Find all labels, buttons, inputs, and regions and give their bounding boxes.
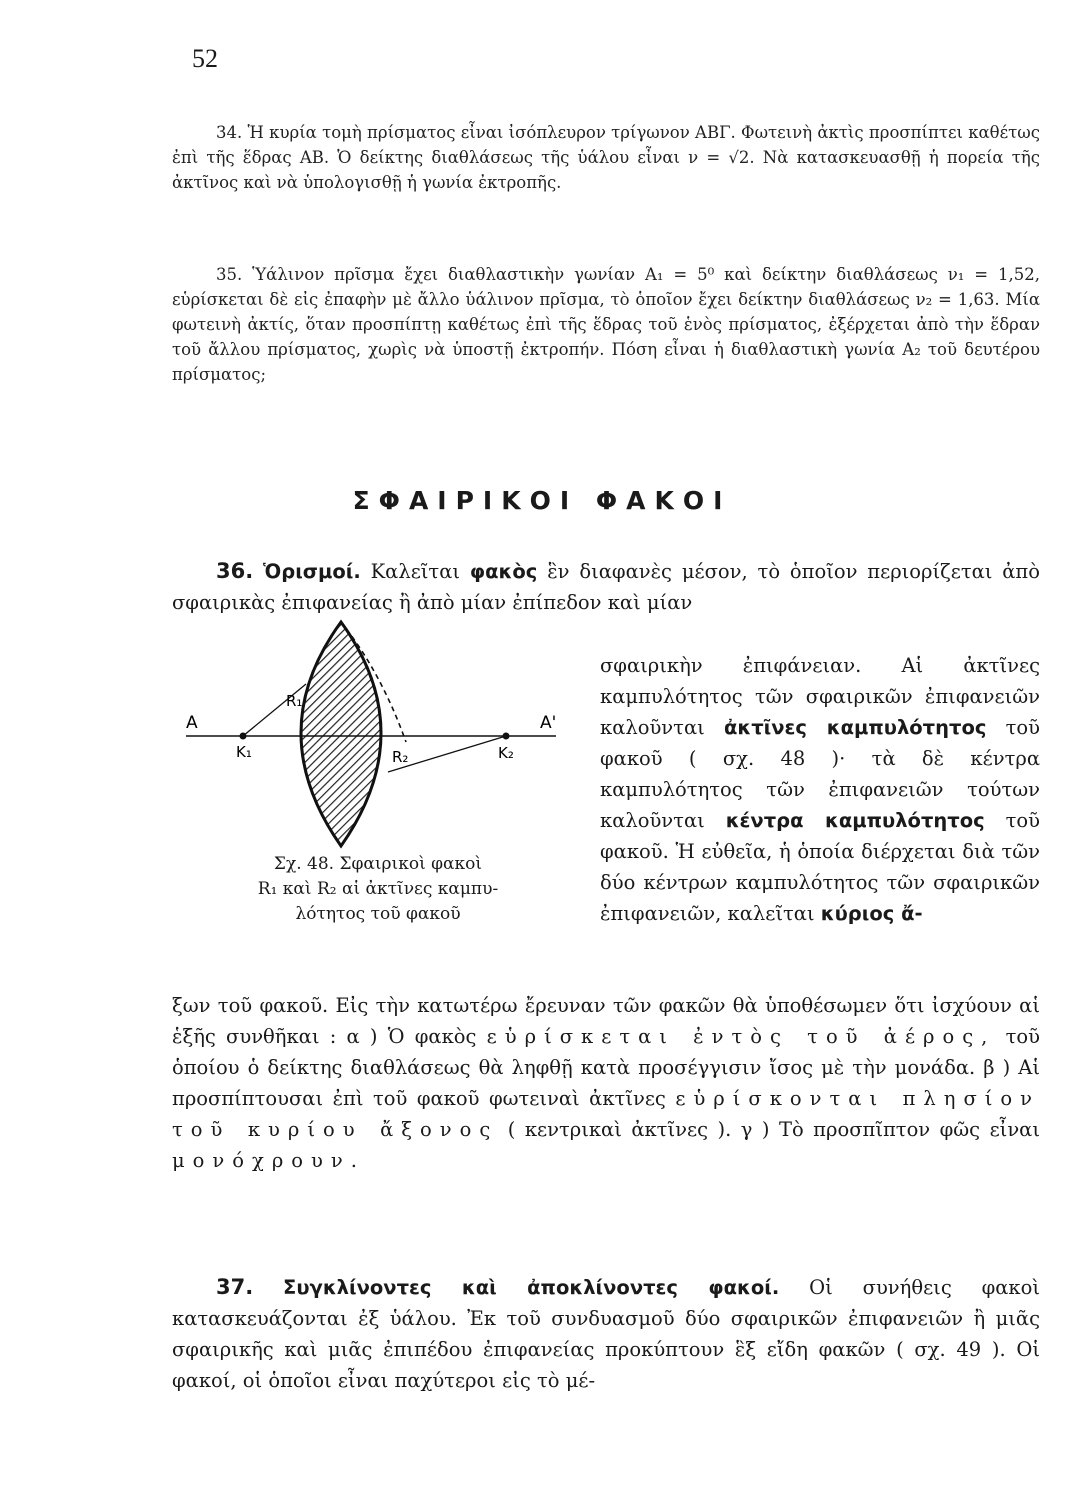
figure-48-caption: [168, 852, 588, 927]
section-36-number: 36.: [216, 559, 254, 583]
section-36-conditions: [172, 990, 1040, 1176]
text-run: τοῦ φακοῦ. Ἡ εὐθεῖα, ἡ ὁποία διέρχεται διὰ τῶν δύο κέντρων καμπυλότητος τῶν σφαιρικῶν ἐπιφανειῶν, καλεῖται: [600, 809, 1040, 925]
label-K1: K₁: [236, 743, 252, 761]
label-K2: K₂: [498, 744, 514, 762]
center-K2: [503, 733, 510, 740]
text-run: ξων τοῦ φακοῦ. Εἰς τὴν κατωτέρω ἔρευναν τῶν φακῶν θὰ ὑποθέσωμεν ὅτι ἰσχύουν αἱ ἑξῆς συνθῆκαι : α ) Ὁ φακὸς: [172, 994, 1040, 1048]
spaced-text: μονόχρουν.: [172, 1149, 365, 1172]
caption-line-1: Σχ. 48. Σφαιρικοὶ φακοὶ: [273, 854, 483, 874]
text-run: σφαιρικὴν ἐπιφάνειαν. Αἱ ἀκτῖνες καμπυλότητος τῶν σφαιρικῶν ἐπιφανειῶν καλοῦνται: [600, 654, 1040, 739]
keyword-radii-of-curvature: ἀκτῖνες καμπυλότητος: [723, 716, 987, 739]
exercise-34: [172, 120, 1040, 195]
text-run: τοῦ ὁποίου ὁ δείκτης διαθλάσεως θὰ ληφθῇ κατὰ προσέγγισιν ἴσος μὲ τὴν μονάδα. β ) Αἱ προσπίπτουσαι ἐπὶ τοῦ φακοῦ φωτειναὶ ἀκτῖνες: [172, 1025, 1040, 1110]
section-title: ΣΦΑΙΡΙΚΟΙ ΦΑΚΟΙ: [352, 486, 732, 515]
label-R1: R₁: [286, 692, 303, 710]
keyword-principal-axis: κύριος ἄ-: [820, 902, 923, 925]
label-A-prime: A': [540, 713, 557, 733]
section-37: [172, 1272, 1040, 1396]
text-run: τοῦ φακοῦ ( σχ. 48 )· τὰ δὲ κέντρα καμπυλότητος τῶν ἐπιφανειῶν τούτων καλοῦνται: [600, 716, 1040, 832]
keyword-centers-of-curvature: κέντρα καμπυλότητος: [725, 809, 985, 832]
caption-line-2: R₁ καὶ R₂ αἱ ἀκτῖνες καμπυ-: [257, 879, 499, 899]
section-36-intro: [172, 556, 1040, 618]
exercise-34-text: 34. Ἡ κυρία τομὴ πρίσματος εἶναι ἰσόπλευρον τρίγωνον ΑΒΓ. Φωτεινὴ ἀκτὶς προσπίπτει καθέτως ἐπὶ τῆς ἕδρας ΑΒ. Ὁ δείκτης διαθλάσεως τῆς ὑάλου εἶναι ν = √2. Νὰ κατασκευασθῇ ἡ πορεία τῆς ἀκτῖνος καὶ νὰ ὑπολογισθῇ ἡ γωνία ἐκτροπῆς.: [172, 123, 1040, 192]
caption-line-3: λότητος τοῦ φακοῦ: [295, 904, 461, 924]
exercise-35-text: 35. Ὑάλινον πρῖσμα ἔχει διαθλαστικὴν γωνίαν Α₁ = 5⁰ καὶ δείκτην διαθλάσεως ν₁ = 1,52, εὑρίσκεται δὲ εἰς ἐπαφὴν μὲ ἄλλο ὑάλινον πρῖσμα, τὸ ὁποῖον ἔχει δείκτην διαθλάσεως ν₂ = 1,63. Μία φωτεινὴ ἀκτίς, ὅταν προσπίπτῃ καθέτως ἐπὶ τῆς ἕδρας τοῦ ἑνὸς πρίσματος, ἐξέρχεται ἀπὸ τὴν ἕδραν τοῦ ἄλλου πρίσματος, χωρὶς νὰ ὑποστῇ ἐκτροπήν. Πόση εἶναι ἡ διαθλαστικὴ γωνία Α₂ τοῦ δευτέρου πρίσματος;: [172, 265, 1040, 384]
section-36-side-text: [600, 650, 1040, 929]
figure-48-lens-diagram: [166, 612, 586, 862]
exercise-35: [172, 262, 1040, 387]
center-K1: [240, 733, 247, 740]
lens-shape: [301, 622, 381, 846]
section-37-heading: Συγκλίνοντες καὶ ἀποκλίνοντες φακοί.: [283, 1276, 780, 1299]
label-A: A: [186, 713, 198, 733]
text-run: Καλεῖται: [370, 560, 461, 583]
page-number: 52: [192, 44, 218, 73]
spaced-text: εὑρίσκονται πλησίον τοῦ κυρίου ἄξονος: [172, 1087, 1040, 1141]
spaced-text: εὑρίσκεται ἐντὸς τοῦ ἀέρος,: [486, 1025, 996, 1048]
text-run: ἓν διαφανὲς μέσον, τὸ ὁποῖον περιορίζεται ἀπὸ σφαιρικὰς ἐπιφανείας ἢ ἀπὸ μίαν ἐπίπεδον καὶ μίαν: [172, 560, 1040, 614]
text-run: ( κεντρικαὶ ἀκτῖνες ). γ ) Τὸ προσπῖπτον φῶς εἶναι: [507, 1118, 1040, 1141]
section-37-text: Οἱ συνήθεις φακοὶ κατασκευάζονται ἐξ ὑάλου. Ἐκ τοῦ συνδυασμοῦ δύο σφαιρικῶν ἐπιφανειῶν ἢ μιᾶς σφαιρικῆς καὶ μιᾶς ἐπιπέδου ἐπιφανείας προκύπτουν ἓξ εἴδη φακῶν ( σχ. 49 ). Οἱ φακοί, οἱ ὁποῖοι εἶναι παχύτεροι εἰς τὸ μέ-: [172, 1276, 1040, 1392]
section-37-number: 37.: [216, 1275, 254, 1299]
keyword-lens: φακὸς: [469, 560, 538, 583]
section-36-heading: Ὁρισμοί.: [263, 560, 361, 583]
label-R2: R₂: [392, 748, 409, 766]
